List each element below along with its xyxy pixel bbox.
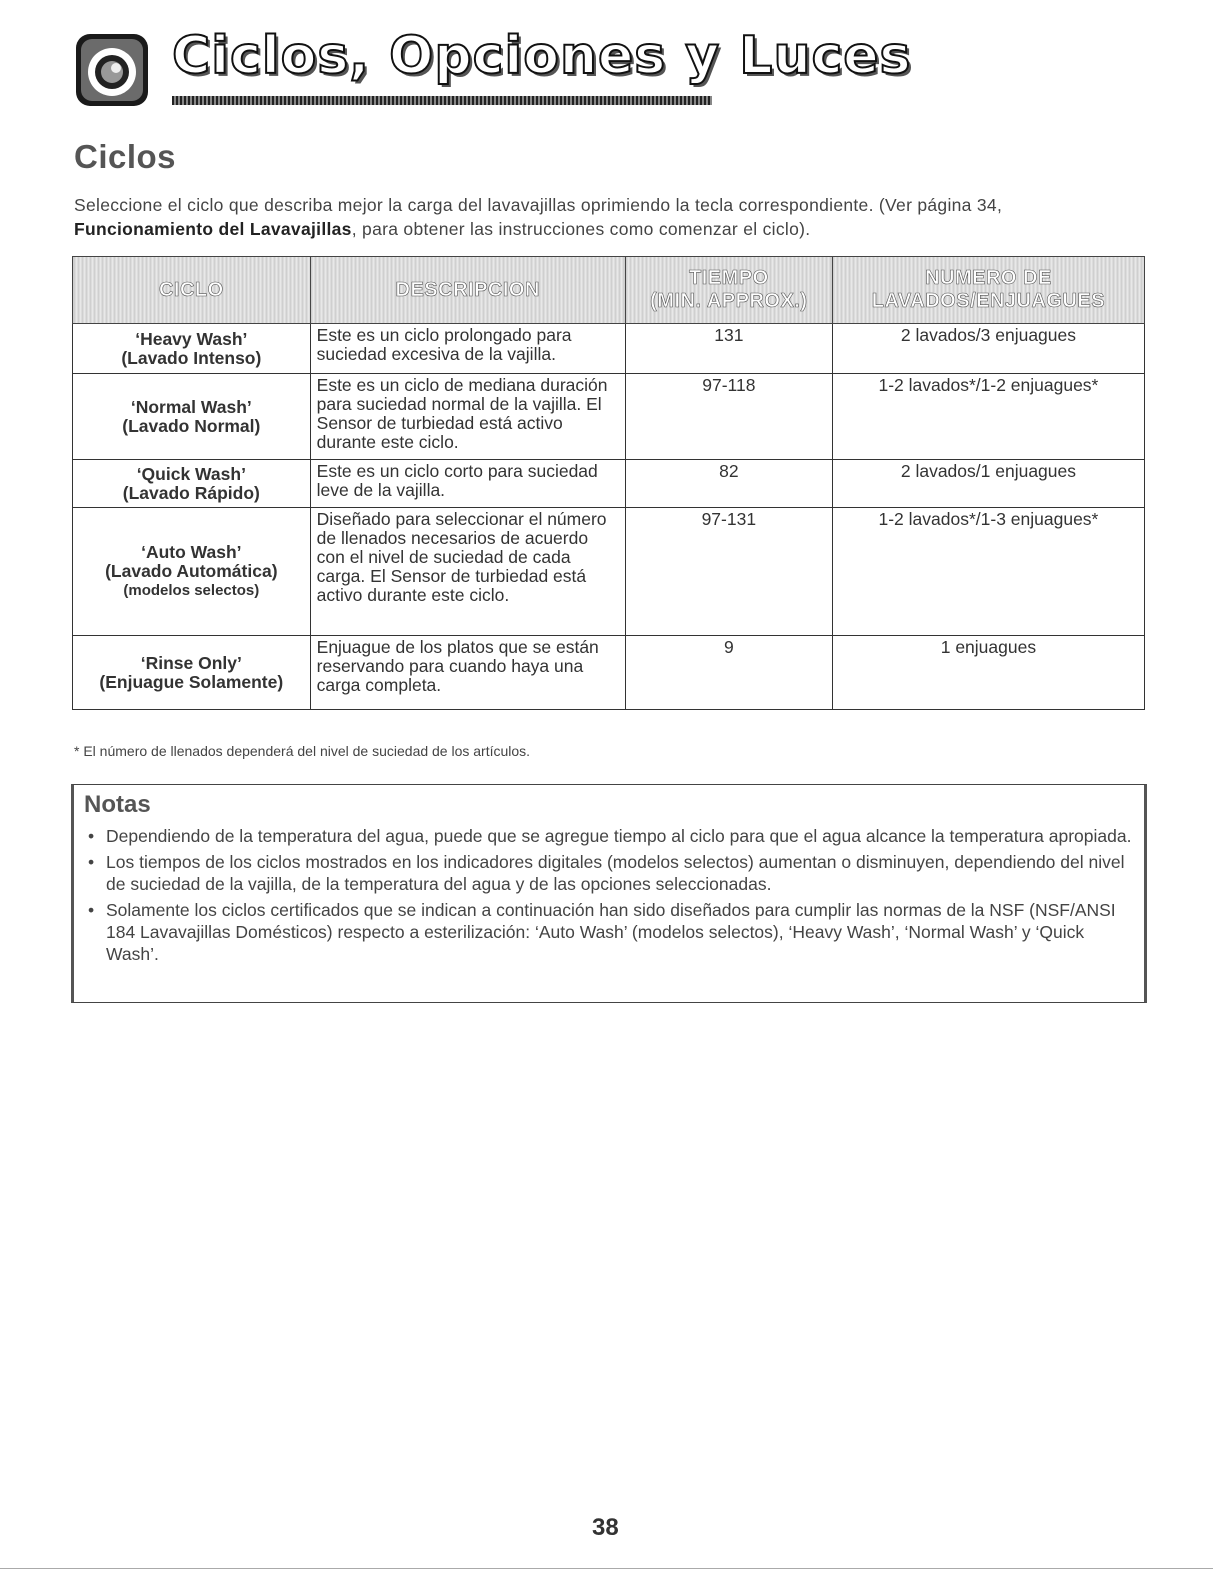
table-footnote: * El número de llenados dependerá del nivel de suciedad de los artículos. [74,743,531,759]
notes-item [84,825,1134,847]
header-descripcion: DESCRIPCION [310,257,625,324]
cycle-washes: 1-2 lavados*/1-2 enjuagues* [832,374,1144,460]
cycle-description: Este es un ciclo corto para suciedad leve de la vajilla. [310,460,625,508]
cycle-name: ‘Normal Wash’ [130,396,252,417]
cycle-time: 97-131 [625,508,832,636]
cycle-name-cell [73,460,311,508]
cycle-name-cell [73,508,311,636]
cycles-table [72,256,1145,710]
bullet-icon: • [88,852,95,872]
header-tiempo [625,257,832,324]
cycle-description: Diseñado para seleccionar el número de llenados necesarios de acuerdo con el nivel de suciedad de cada carga. El Sensor de turbiedad está activo durante este ciclo. [310,508,625,636]
intro-text-end: , para obtener las instrucciones como comenzar el ciclo). [351,219,811,239]
cycle-washes: 1 enjuagues [832,636,1144,710]
table-row [73,324,1145,374]
bullet-icon: • [88,826,95,846]
notes-box [71,784,1147,1003]
title-underline [172,96,712,105]
cycle-name-cell [73,324,311,374]
notes-item [84,851,1134,895]
notes-list [84,825,1134,969]
page-header [74,22,912,108]
intro-bold-reference: Funcionamiento del Lavavajillas [74,219,352,239]
cycle-name: ‘Auto Wash’ [141,542,242,562]
notes-item [84,899,1134,965]
table-row [73,508,1145,636]
cycle-washes: 2 lavados/1 enjuagues [832,460,1144,508]
notes-title: Notas [84,791,151,818]
header-tiempo-line2: (MIN. APPROX.) [650,290,808,312]
cycle-time: 82 [625,460,832,508]
table-header-row [73,257,1145,324]
cycle-name: ‘Heavy Wash’ [135,328,248,349]
header-numero-line2: LAVADOS/ENJUAGUES [871,290,1106,312]
cycle-washes: 2 lavados/3 enjuagues [832,324,1144,374]
cycle-name-es: (Lavado Automática) [105,561,278,581]
cycle-description: Este es un ciclo de mediana duración para suciedad normal de la vajilla. El Sensor de turbiedad está activo durante este ciclo. [310,374,625,460]
page-number: 38 [592,1514,619,1541]
cycle-time: 9 [625,636,832,710]
cycle-name-es: (Lavado Rápido) [122,482,260,503]
notes-item-text: Dependiendo de la temperatura del agua, puede que se agregue tiempo al ciclo para que el agua alcance la temperatura apropiada. [106,826,1132,846]
cycle-description: Este es un ciclo prolongado para suciedad excesiva de la vajilla. [310,324,625,374]
cycle-time: 131 [625,324,832,374]
notes-item-text: Solamente los ciclos certificados que se indican a continuación han sido diseñados para cumplir las normas de la NSF (NSF/ANSI 184 Lavavajillas Domésticos) respecto a esterilización: ‘Auto Wash’ (modelos selectos), ‘Heavy Wash’, ‘Normal Wash’ y ‘Quick Wash’. [106,900,1116,964]
cycle-washes: 1-2 lavados*/1-3 enjuagues* [832,508,1144,636]
cycle-model-note: (modelos selectos) [123,582,260,599]
cycle-name-es: (Lavado Normal) [122,415,261,436]
cycle-name-es: (Lavado Intenso) [121,347,262,368]
header-ciclo: CICLO [73,257,311,324]
header-numero-line1: NUMERO DE [925,267,1052,289]
dishwasher-logo-icon [74,32,150,108]
cycle-description: Enjuague de los platos que se están reservando para cuando haya una carga completa. [310,636,625,710]
cycle-name-cell [73,374,311,460]
section-heading: Ciclos [74,138,177,175]
bottom-rule [0,1568,1213,1569]
cycle-name-cell [73,636,311,710]
table-row [73,460,1145,508]
intro-text: Seleccione el ciclo que describa mejor la carga del lavavajillas oprimiendo la tecla correspondiente. (Ver página 34, [74,195,1003,215]
table-row [73,636,1145,710]
page-title: Ciclos, Opciones y Luces [172,26,912,86]
notes-item-text: Los tiempos de los ciclos mostrados en los indicadores digitales (modelos selectos) aumentan o disminuyen, dependiendo del nivel de suciedad de la vajilla, de la temperatura del agua y de las opciones seleccionadas. [106,852,1125,894]
cycle-name-es: (Enjuague Solamente) [99,671,284,692]
cycle-name: ‘Quick Wash’ [136,463,246,484]
intro-paragraph [74,193,1144,241]
header-numero [832,257,1144,324]
header-tiempo-line1: TIEMPO [689,267,769,289]
cycle-time: 97-118 [625,374,832,460]
cycle-name: ‘Rinse Only’ [140,652,242,673]
bullet-icon: • [88,900,95,920]
table-row [73,374,1145,460]
